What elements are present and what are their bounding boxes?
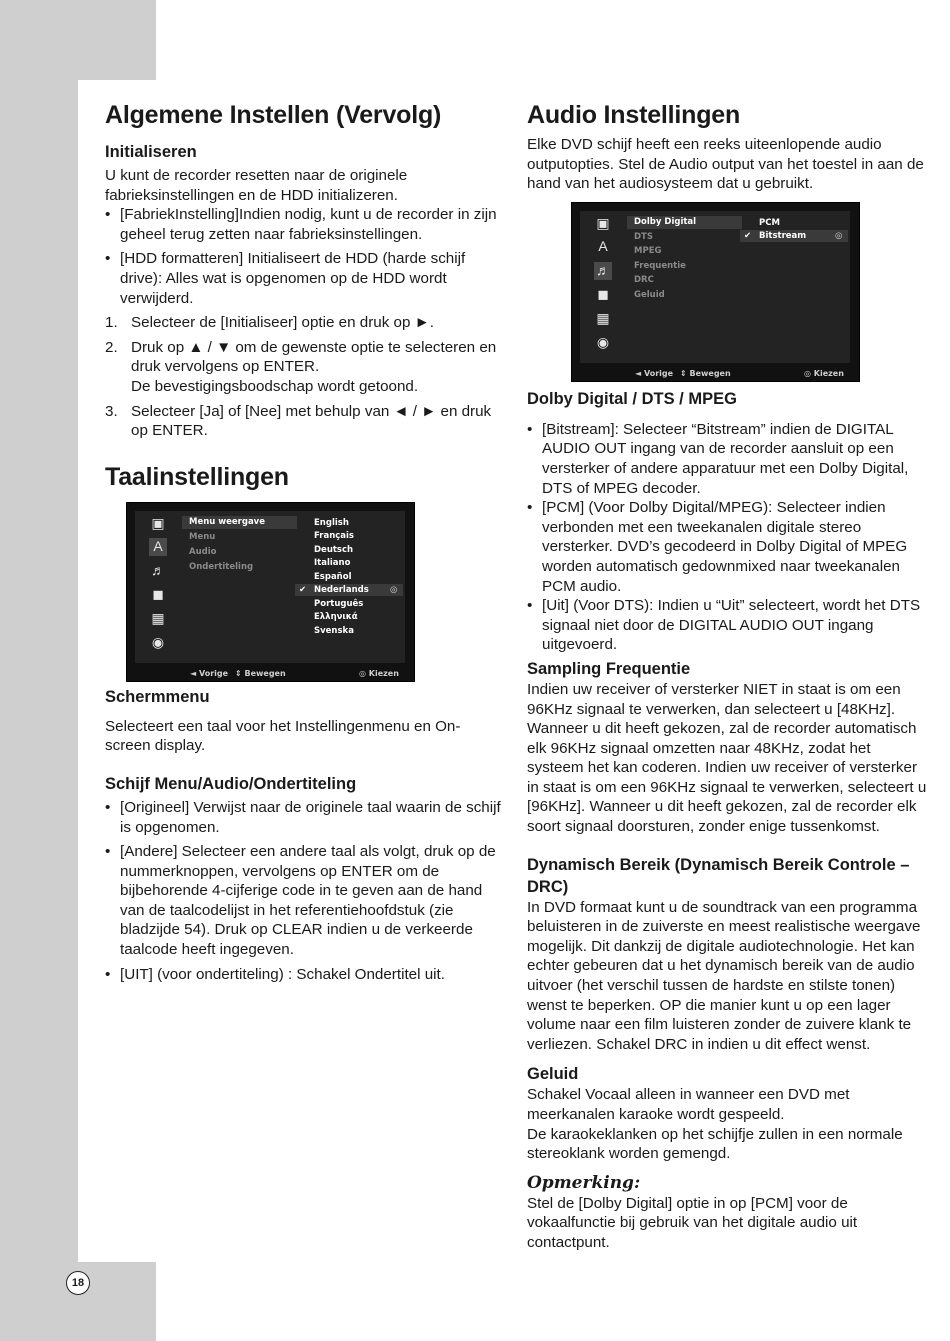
left-column (105, 98, 503, 984)
osd-menu-item: Ondertiteling (189, 561, 254, 572)
list-item: • [Origineel] Verwijst naar de originele taal waarin de schijf is opgenomen. (105, 798, 503, 837)
drc-text: In DVD formaat kunt u de soundtrack van een programma beluisteren in de zuiverste en meest realistische weergave mogelijk. Dit dankzij de digitale audiotechnologie. Het kan echter gebeuren dat u het dynamisch bereik van de audio uitvoer (het verschil tussen de hardste en stilste tonen) wenst te beperken. OP die manier kunt u op een lager volume naar een film luisteren zonder de zuivere klank te verliezen. Schakel DRC in indien u dit effect wenst. (527, 898, 921, 1053)
right-column (527, 98, 927, 1253)
geluid-text-1: Schakel Vocaal alleen in wanneer een DVD met meerkanalen karaoke wordt gespeeld. (527, 1086, 850, 1123)
disc-bullet-list (105, 798, 503, 984)
audio-intro: Elke DVD schijf heeft een reeks uiteenlopende audio outputopties. Stel de Audio output van het toestel in aan de hand van het audiosysteem dat u gebruikt. (527, 136, 924, 193)
film-icon: ▣ (596, 214, 610, 231)
osd-footer-move: ⇕ Bewegen (680, 368, 731, 378)
section-title-audio: Audio Instellingen (527, 101, 741, 129)
osd-option: Italiano (314, 558, 351, 569)
audio-settings-screenshot (571, 202, 860, 382)
page-number: 18 (66, 1271, 90, 1295)
film-strip-icon: ▦ (151, 609, 165, 626)
list-item: • [Uit] (Voor DTS): Indien u “Uit” selecteert, wordt het DTS signaal niet door de DIGITAL AUDIO OUT ingang uitgevoerd. (527, 596, 927, 655)
screen-text: Selecteert een taal voor het Instellingenmenu en On-screen display. (105, 717, 461, 755)
osd-footer-select: ◎ Kiezen (804, 368, 844, 378)
osd-option: English (314, 517, 349, 528)
osd-option: Ελληνικά (314, 612, 358, 623)
film-icon: ▣ (151, 514, 165, 531)
osd-menu-item: Menu (189, 531, 216, 542)
page-margin-tab-bottom (78, 1262, 156, 1341)
osd-option: Svenska (314, 625, 354, 636)
language-settings-screenshot (126, 502, 415, 682)
init-bullet-list (105, 205, 503, 308)
osd-option: Português (314, 598, 364, 609)
select-icon: ◎ (835, 230, 843, 241)
osd-option: Français (314, 531, 354, 542)
osd-option-selected: Bitstream (759, 231, 807, 242)
list-item: 1. Selecteer de [Initialiseer] optie en druk op ►. (105, 314, 434, 332)
osd-footer-prev: ◄ Vorige (635, 368, 674, 378)
osd-menu-item: Dolby Digital (634, 216, 697, 227)
osd-menu-item: Geluid (634, 289, 665, 300)
heading-sampling: Sampling Frequentie (527, 659, 691, 678)
geluid-text-2: De karaokeklanken op het schijfje zullen in een normale stereoklank worden gemengd. (527, 1125, 903, 1163)
list-item: • [UIT] (voor ondertiteling) : Schakel Ondertitel uit. (105, 965, 503, 985)
lock-icon: ◼ (597, 285, 609, 302)
lock-icon: ◼ (152, 585, 164, 602)
note-title: Opmerking: (527, 1172, 641, 1193)
heading-disc-menu: Schijf Menu/Audio/Ondertiteling (105, 774, 357, 793)
osd-menu-item: Menu weergave (189, 516, 265, 527)
osd-option: PCM (759, 217, 780, 228)
init-intro: U kunt de recorder resetten naar de originele fabrieksinstellingen en de HDD initializeren. (105, 167, 408, 204)
section-title-general: Algemene Instellen (Vervolg) (105, 101, 442, 129)
film-strip-icon: ▦ (596, 309, 610, 326)
list-item: • [FabriekInstelling]Indien nodig, kunt u de recorder in zijn geheel terug zetten naar fabrieksinstellingen. (105, 205, 503, 244)
heading-schermmenu: Schermmenu (105, 687, 210, 706)
check-icon: ✔ (744, 230, 752, 241)
osd-option: Deutsch (314, 544, 354, 555)
heading-dolby: Dolby Digital / DTS / MPEG (527, 389, 737, 408)
select-icon: ◎ (390, 584, 398, 595)
osd-menu-item: DTS (634, 231, 653, 242)
osd-footer-select: ◎ Kiezen (359, 668, 399, 678)
osd-footer-prev: ◄ Vorige (190, 668, 229, 678)
list-item: • [Andere] Selecteer een andere taal als volgt, druk op de nummerknoppen, vervolgens op ENTER om de bijbehorende 4-cijferige code in te geven aan de hand van de taalcodelijst in het referentiehoofdstuk (zie bladzijde 54). Druk op CLEAR indien u de verkeerde taalcode heeft ingegeven. (105, 842, 503, 960)
heading-initialiseren: Initialiseren (105, 143, 197, 161)
section-title-language: Taalinstellingen (105, 462, 289, 491)
osd-footer-move: ⇕ Bewegen (235, 668, 286, 678)
dolby-bullet-list (527, 420, 927, 655)
heading-geluid: Geluid (527, 1065, 579, 1084)
heading-drc: Dynamisch Bereik (Dynamisch Bereik Controle –DRC) (527, 855, 910, 896)
disc-icon: ◉ (596, 333, 610, 350)
list-item: 2. Druk op ▲ / ▼ om de gewenste optie te selecteren en druk vervolgens op ENTER. De bevestigingsboodschap wordt getoond. (105, 338, 497, 395)
list-item: 3. Selecteer [Ja] of [Nee] met behulp van ◄ / ► en druk op ENTER. (105, 402, 492, 440)
note-text: Stel de [Dolby Digital] optie in op [PCM] voor de vokaalfunctie bij gebruik van het digitale audio uit contactpunt. (527, 1194, 858, 1251)
disc-icon: ◉ (151, 633, 165, 650)
list-item: • [Bitstream]: Selecteer “Bitstream” indien de DIGITAL AUDIO OUT ingang van de recorder aansluit op een versterker of andere apparatuur met een Dolby Digital, DTS of MPEG decoder. (527, 420, 927, 498)
check-icon: ✔ (299, 584, 307, 595)
osd-menu-item: MPEG (634, 246, 662, 257)
page-margin-band (0, 0, 78, 1341)
language-icon: A (149, 538, 167, 556)
sampling-text: Indien uw receiver of versterker NIET in staat is om een 96KHz signaal te verwerken, dan selecteert u [48KHz]. Wanneer u dit heeft gekozen, zal de recorder automatisch elk 96KHz signaal omzetten naar 48KHz, zodat het systeem het kan coderen. Indien uw receiver of versterker in staat is om een 96KHz signaal te verwerken, selecteert u [96KHz]. Wanneer u dit heeft gekozen, zal de recorder elk soort signaal doorsturen, zonder enige tussenkomst. (527, 680, 927, 836)
speaker-icon: ♬ (596, 261, 610, 278)
osd-menu-item: Frequentie (634, 260, 686, 271)
list-item: • [PCM] (Voor Dolby Digital/MPEG): Selecteer indien verbonden met een tweekanalen digitale stereo versterker. DVD’s gecodeerd in Dolby Digital of MPEG worden automatisch gedownmixed naar tweekanalen PCM audio. (527, 498, 927, 596)
page-margin-tab-top (78, 0, 156, 80)
init-steps (105, 313, 503, 441)
language-icon: A (598, 237, 608, 254)
osd-option-selected: Nederlands (314, 585, 369, 596)
osd-menu-item: Audio (189, 546, 217, 557)
osd-option: Español (314, 571, 352, 582)
speaker-icon: ♬ (151, 561, 165, 578)
osd-menu-item: DRC (634, 275, 654, 286)
list-item: • [HDD formatteren] Initialiseert de HDD (harde schijf drive): Alles wat is opgenomen op de HDD wordt verwijderd. (105, 249, 503, 308)
